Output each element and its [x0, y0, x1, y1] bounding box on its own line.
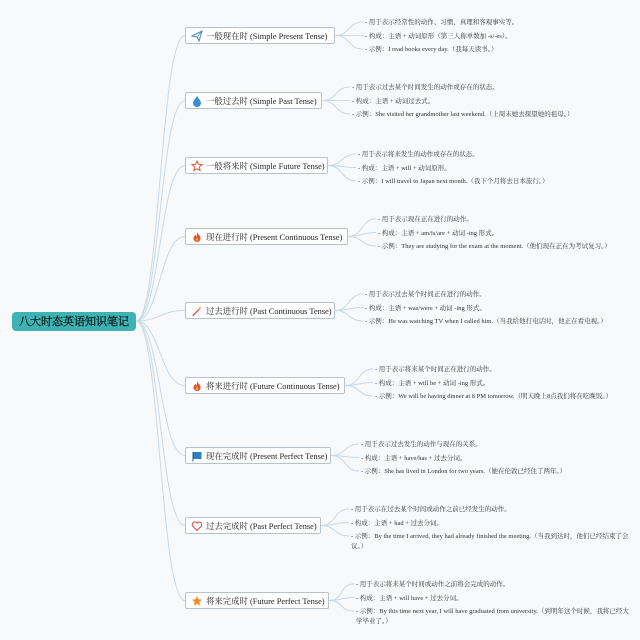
- tense-notes: [365, 290, 630, 331]
- branch-to-note-line: [335, 311, 363, 322]
- note-line: - 示例：He was watching TV when I called him.（当我给他打电话时，他正在看电视。）: [365, 318, 607, 325]
- star-filled-icon: [191, 595, 203, 607]
- branch-to-note-line: [331, 444, 359, 456]
- note-line: - 示例：We will be having dinner at 8 PM tomorrow.（明天晚上8点我们将在吃晚饭。）: [375, 393, 613, 400]
- tense-node-label: 将来完成时 (Future Perfect Tense): [206, 597, 325, 606]
- branch-to-note-line: [348, 219, 376, 237]
- note-line: - 用于表示在过去某个时间或动作之前已经发生的动作。: [351, 506, 511, 513]
- note-line: - 示例：She has lived in London for two years.（她在伦敦已经住了两年。）: [361, 468, 567, 475]
- branch-to-note-line: [335, 36, 363, 50]
- tense-notes: [352, 83, 630, 124]
- tense-node-4[interactable]: [185, 228, 348, 245]
- tense-notes: [356, 580, 630, 630]
- note-line: - 构成：主语 + will + 动词原形。: [358, 164, 451, 172]
- tense-node-label: 将来进行时 (Future Continuous Tense): [206, 382, 340, 391]
- root-to-branch-line: [136, 321, 185, 456]
- root-to-branch-line: [136, 101, 185, 322]
- note-line: - 示例：I read books every day.（我每天读书。）: [365, 46, 498, 53]
- tense-node-label: 一般将来时 (Simple Future Tense): [206, 162, 325, 171]
- note-line: - 构成：主语 + am/is/are + 动词 -ing 形式。: [378, 229, 499, 237]
- note-line: - 构成：主语 + will be + 动词 -ing 形式。: [375, 379, 490, 387]
- tense-node-9[interactable]: [185, 592, 329, 609]
- fire-icon: [191, 380, 203, 392]
- note-line: - 用于表示经常性的动作、习惯、真理和客观事实等。: [365, 19, 519, 26]
- branch-to-note-line: [321, 523, 349, 526]
- branch-to-note-line: [328, 154, 356, 166]
- note-line: - 构成：主语 + had + 过去分词。: [351, 519, 444, 527]
- sparkle-wand-icon: [191, 305, 203, 317]
- tense-node-7[interactable]: [185, 447, 331, 464]
- tense-node-5[interactable]: [185, 302, 335, 319]
- tense-notes: [375, 365, 630, 406]
- note-line: - 构成：主语 + have/has + 过去分词。: [361, 454, 467, 462]
- tense-notes: [361, 440, 630, 481]
- branch-to-note-line: [335, 22, 363, 36]
- root-node[interactable]: 八大时态英语知识笔记: [12, 312, 136, 331]
- root-to-branch-line: [136, 321, 185, 526]
- branch-to-note-line: [348, 233, 376, 237]
- branch-to-note-line: [322, 101, 350, 115]
- water-drop-icon: [191, 95, 203, 107]
- branch-to-note-line: [329, 601, 354, 612]
- star-outline-icon: [191, 160, 203, 172]
- tense-node-label: 过去完成时 (Past Perfect Tense): [206, 522, 317, 531]
- tense-node-2[interactable]: [185, 92, 322, 109]
- tense-node-8[interactable]: [185, 517, 321, 534]
- fire-icon: [191, 231, 203, 243]
- branch-to-note-line: [345, 386, 373, 397]
- root-to-branch-line: [136, 321, 185, 601]
- branch-to-note-line: [345, 383, 373, 386]
- tense-notes: [358, 150, 630, 191]
- note-line: - 用于表示过去某个时间正在进行的动作。: [365, 291, 486, 298]
- heart-outline-icon: [191, 520, 203, 532]
- tense-node-label: 一般现在时 (Simple Present Tense): [206, 32, 328, 41]
- note-line: - 构成：主语 + will have + 过去分词。: [356, 594, 463, 602]
- note-line: - 用于表示过去发生的动作与现在的关系。: [361, 441, 482, 448]
- tense-notes: [378, 215, 630, 256]
- note-line: - 用于表示将来某个时间或动作之前将会完成的动作。: [356, 581, 510, 588]
- tense-node-1[interactable]: [185, 27, 335, 44]
- tense-notes: [351, 505, 630, 555]
- note-line: - 用于表示将来某个时间正在进行的动作。: [375, 366, 496, 373]
- branch-to-note-line: [329, 598, 354, 601]
- branch-to-note-line: [322, 87, 350, 101]
- tense-node-label: 现在完成时 (Present Perfect Tense): [206, 452, 328, 461]
- root-to-branch-line: [136, 166, 185, 322]
- note-line: - 构成：主语 + 动词过去式。: [352, 97, 435, 105]
- tense-notes: [365, 18, 630, 59]
- flag-icon: [191, 450, 203, 462]
- note-line: - 用于表示现在正在进行的动作。: [378, 216, 473, 223]
- note-line: - 示例：They are studying for the exam at the moment.（他们现在正在为考试复习。）: [378, 243, 611, 250]
- note-line: - 用于表示过去某个时间发生的动作或存在的状态。: [352, 84, 499, 91]
- tense-node-label: 一般过去时 (Simple Past Tense): [206, 97, 317, 106]
- note-line: - 用于表示将来发生的动作或存在的状态。: [358, 151, 479, 158]
- note-line: - 示例：I will travel to Japan next month.（我下个月将去日本旅行。）: [358, 178, 549, 185]
- note-line: - 构成：主语 + was/were + 动词 -ing 形式。: [365, 304, 486, 312]
- tense-node-6[interactable]: [185, 377, 345, 394]
- branch-to-note-line: [348, 237, 376, 247]
- root-to-branch-line: [136, 237, 185, 322]
- branch-to-note-line: [335, 308, 363, 311]
- paper-plane-icon: [191, 30, 203, 42]
- branch-to-note-line: [321, 526, 349, 537]
- note-line: - 示例：By this time next year, I will have graduated from university.（到明年这个时候，我将已经大学毕业了。）: [356, 608, 629, 625]
- note-line: - 构成：主语 + 动词原形（第三人称单数加 -s/-es）。: [365, 32, 512, 40]
- note-line: - 示例：By the time I arrived, they had already finished the meeting.（当我到达时，他们已经结束了会议。）: [351, 533, 629, 550]
- tense-node-label: 现在进行时 (Present Continuous Tense): [206, 233, 343, 242]
- tense-node-3[interactable]: [185, 157, 328, 174]
- note-line: - 示例：She visited her grandmother last weekend.（上周末她去探望她的祖母。）: [352, 111, 574, 118]
- tense-node-label: 过去进行时 (Past Continuous Tense): [206, 307, 332, 316]
